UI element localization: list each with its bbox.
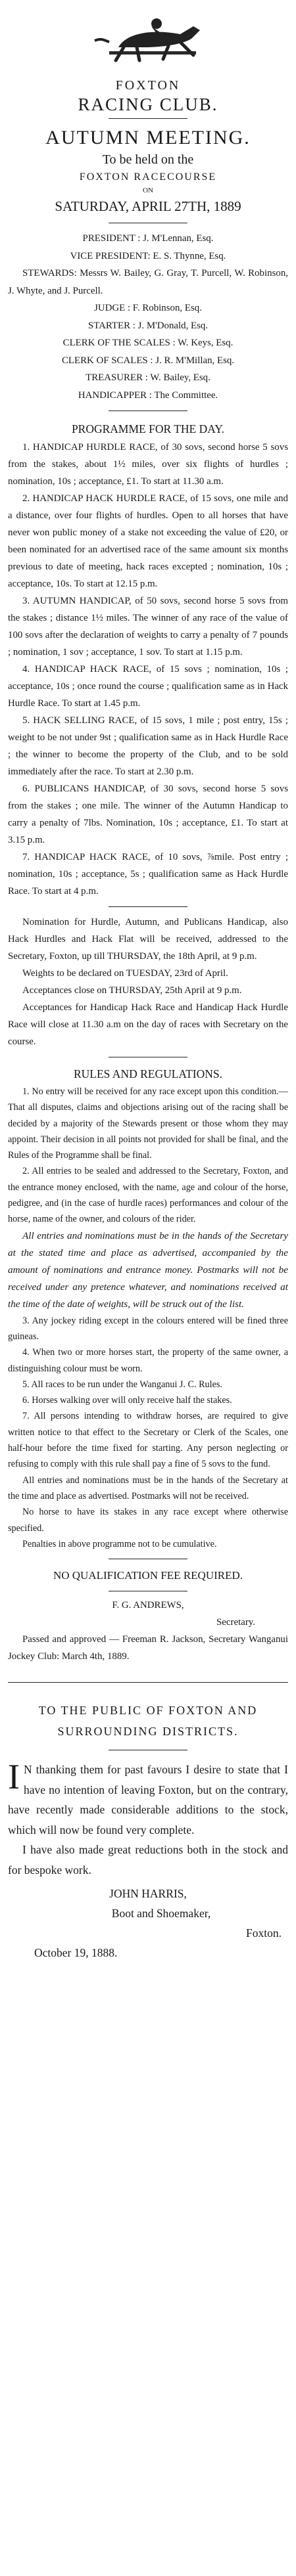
proprietor-town: Foxton. <box>246 1926 282 1940</box>
rule-item: 4. When two or more horses start, the property of the same owner, a distinguishing colour must be worn. <box>8 1347 288 1374</box>
meeting-date: SATURDAY, APRIL 27TH, 1889 <box>55 198 241 214</box>
proprietor-name: JOHN HARRIS, <box>109 1887 187 1901</box>
meeting-title: AUTUMN MEETING. <box>45 127 251 148</box>
on-label: ON <box>143 187 153 194</box>
officials-list <box>8 230 288 404</box>
programme-item: 7. HANDICAP HACK RACE, of 10 sovs, ⅞mile. Post entry ; nomination, 10s ; acceptance, 5s ; qualification same as Hack Hurdle Race. To start at 4 p.m. <box>8 852 288 897</box>
rule-item: 5. All races to be run under the Wanganui J. C. Rules. <box>22 1379 222 1390</box>
nomination-text: Weights to be declared on TUESDAY, 23rd of April. <box>22 968 228 979</box>
official-vice-president: VICE PRESIDENT: E. S. Thynne, Esq. <box>70 250 226 261</box>
official-handicapper: HANDICAPPER : The Committee. <box>78 389 218 401</box>
programme-item: 2. HANDICAP HACK HURDLE RACE, of 15 sovs, one mile and a distance, over four flights of hurdles. Open to all horses that have never won public money of a stake not exceeding the value of £20, or been nominated for an advertised race of the same amount six months previous to date of meeting, hack races excepted ; nomination, 10s ; acceptance, 10s. To start at 12.15 p.m. <box>8 493 288 589</box>
notice-text: N thanking them for past favours I desire to state that I have no intention of leaving Foxton, but on the contrary, have recently made considerable additions to the stock, which will now be found very complete. <box>8 1763 288 1836</box>
no-qualification-notice: NO QUALIFICATION FEE REQUIRED. <box>53 1569 243 1582</box>
programme-item: 4. HANDICAP HACK RACE, of 15 sovs ; nomination, 10s ; acceptance, 10s ; once round the course ; qualification same as in Hack Hurdle Race. To start at 1.45 p.m. <box>8 664 288 709</box>
official-treasurer: TREASURER : W. Bailey, Esq. <box>86 372 210 383</box>
rule-item: 3. Any jockey riding except in the colours entered will be fined three guineas. <box>8 1315 288 1342</box>
nomination-text: Nomination for Hurdle, Autumn, and Publicans Handicap, also Hack Hurdles and Hack Flat will be received, addressed to the Secretary, Foxton, up till THURSDAY, the 18th April, at 9 p.m. <box>8 917 288 962</box>
approval-note: Passed and approved — Freeman R. Jackson, Secretary Wanganui Jockey Club: March 4th, 1889. <box>8 1634 288 1662</box>
drop-cap: I <box>8 1757 20 1797</box>
race-horse-icon <box>8 0 288 78</box>
rule-item: Penalties in above programme not to be cumulative. <box>22 1538 217 1549</box>
notice-date: October 19, 1888. <box>34 1946 118 1960</box>
venue: FOXTON RACECOURSE <box>79 171 217 183</box>
rule-item: 1. No entry will be received for any race except upon this condition.—That all disputes, claims and objections arising out of the racing shall be decided by a majority of the Stewards present or those whom they may appoint. Their decision in all points not provided for shall be final, and the Rules of the Programme shall be final. <box>8 1086 288 1161</box>
club-name-line1: FOXTON <box>115 78 181 93</box>
programme-item: 3. AUTUMN HANDICAP, of 50 sovs, second horse 5 sovs from the stakes ; distance 1½ miles. The winner of any race of the value of 100 sovs after the declaration of weights to carry a penalty of 7 pounds ; nomination, 1 sov ; acceptance, 1 sov. To start at 1.15 p.m. <box>8 596 288 657</box>
to-be-held: To be held on the <box>102 152 194 167</box>
programme-item: 6. PUBLICANS HANDICAP, of 30 sovs, second horse 5 sovs from the stakes ; one mile. The winner of the Autumn Handicap to carry a penalty of 7lbs. Nomination, 10s ; acceptance, £1. To start at 3.15 p.m. <box>8 784 288 845</box>
programme-item: 1. HANDICAP HURDLE RACE, of 30 sovs, second horse 5 sovs from the stakes, about 1½ miles, over six flights of hurdles ; nomination, 10s ; acceptance, £1. To start at 11.30 a.m. <box>8 442 288 487</box>
rule-item: 2. All entries to be sealed and addressed to the Secretary, Foxton, and the entrance money enclosed, with the name, age and colour of the horse, pedigree, and (in the case of hurdle races) performances and colour of the horse, name of the owner, and colours of the rider. <box>8 1166 288 1225</box>
rule-item-italic: All entries and nominations must be in the hands of the Secretary at the stated time and place as advertised, accompanied by the amount of nominations and entrance money. Postmarks will not be received under any pretence whatever, and nominations received at the time of the date of weights, will be struck out of the list. <box>8 1230 288 1310</box>
rule-item: 7. All persons intending to withdraw horses, are required to give written notice to that effect to the Secretary or Clerk of the Scales, one half-hour before the time fixed for starting. Any person neglecting or refusing to comply with this rule shall pay a fine of 5 sovs to the fund. <box>8 1411 288 1470</box>
proprietor-trade: Boot and Shoemaker, <box>111 1907 211 1921</box>
nomination-text: Acceptances close on THURSDAY, 25th April at 9 p.m. <box>22 985 242 996</box>
newspaper-column <box>8 0 288 1963</box>
signoff <box>8 1597 288 1665</box>
rules-list <box>8 1084 288 1552</box>
official-stewards: STEWARDS: Messrs W. Bailey, G. Gray, T. Purcell, W. Robinson, J. Whyte, and J. Purcell. <box>8 268 288 296</box>
notice-text-2: I have also made great reductions both in the stock and for bespoke work. <box>8 1843 288 1876</box>
notice-body <box>8 1757 288 1840</box>
official-judge: JUDGE : F. Robinson, Esq. <box>94 303 202 313</box>
secretary-title: Secretary. <box>216 1617 255 1628</box>
divider <box>109 906 187 907</box>
nominations-block <box>8 914 288 1050</box>
harris-notice <box>8 1700 288 1963</box>
rule-item: All entries and nominations must be in the hands of the Secretary at the time and place as advertised. Postmarks will not be received. <box>8 1475 288 1501</box>
jockey-horse-illustration <box>8 0 288 78</box>
rules-heading: RULES AND REGULATIONS. <box>73 1067 223 1080</box>
rule-item: 6. Horses walking over will only receive half the stakes. <box>22 1395 232 1406</box>
club-name-line2: RACING CLUB. <box>78 95 218 114</box>
secretary-name: F. G. ANDREWS, <box>112 1600 184 1611</box>
official-president: PRESIDENT : J. M'Lennan, Esq. <box>82 233 214 244</box>
notice-heading: TO THE PUBLIC OF FOXTON AND SURROUNDING DISTRICTS. <box>38 1704 258 1739</box>
official-clerk-scales: CLERK OF SCALES : J. R. M'Millan, Esq. <box>61 355 235 366</box>
programme-item: 5. HACK SELLING RACE, of 15 sovs, 1 mile ; post entry, 15s ; weight to be not under 9st ; qualification same as in Hack Hurdle Race ; the winner to become the property of the Club, and to be sold immediately after the race. To start at 2.30 p.m. <box>8 715 288 777</box>
programme-list <box>8 439 288 900</box>
section-divider <box>8 1682 288 1683</box>
official-clerk-course: CLERK OF THE SCALES : W. Keys, Esq. <box>62 338 234 348</box>
official-starter: STARTER : J. M'Donald, Esq. <box>87 320 209 331</box>
programme-heading: PROGRAMME FOR THE DAY. <box>71 422 225 435</box>
nomination-text: Acceptances for Handicap Hack Race and Handicap Hack Hurdle Race will close at 11.30 a.m on the day of races with Secretary on the course. <box>8 1002 288 1047</box>
divider <box>109 118 187 119</box>
rule-item: No horse to have its stakes in any race except where otherwise specified. <box>8 1507 288 1534</box>
